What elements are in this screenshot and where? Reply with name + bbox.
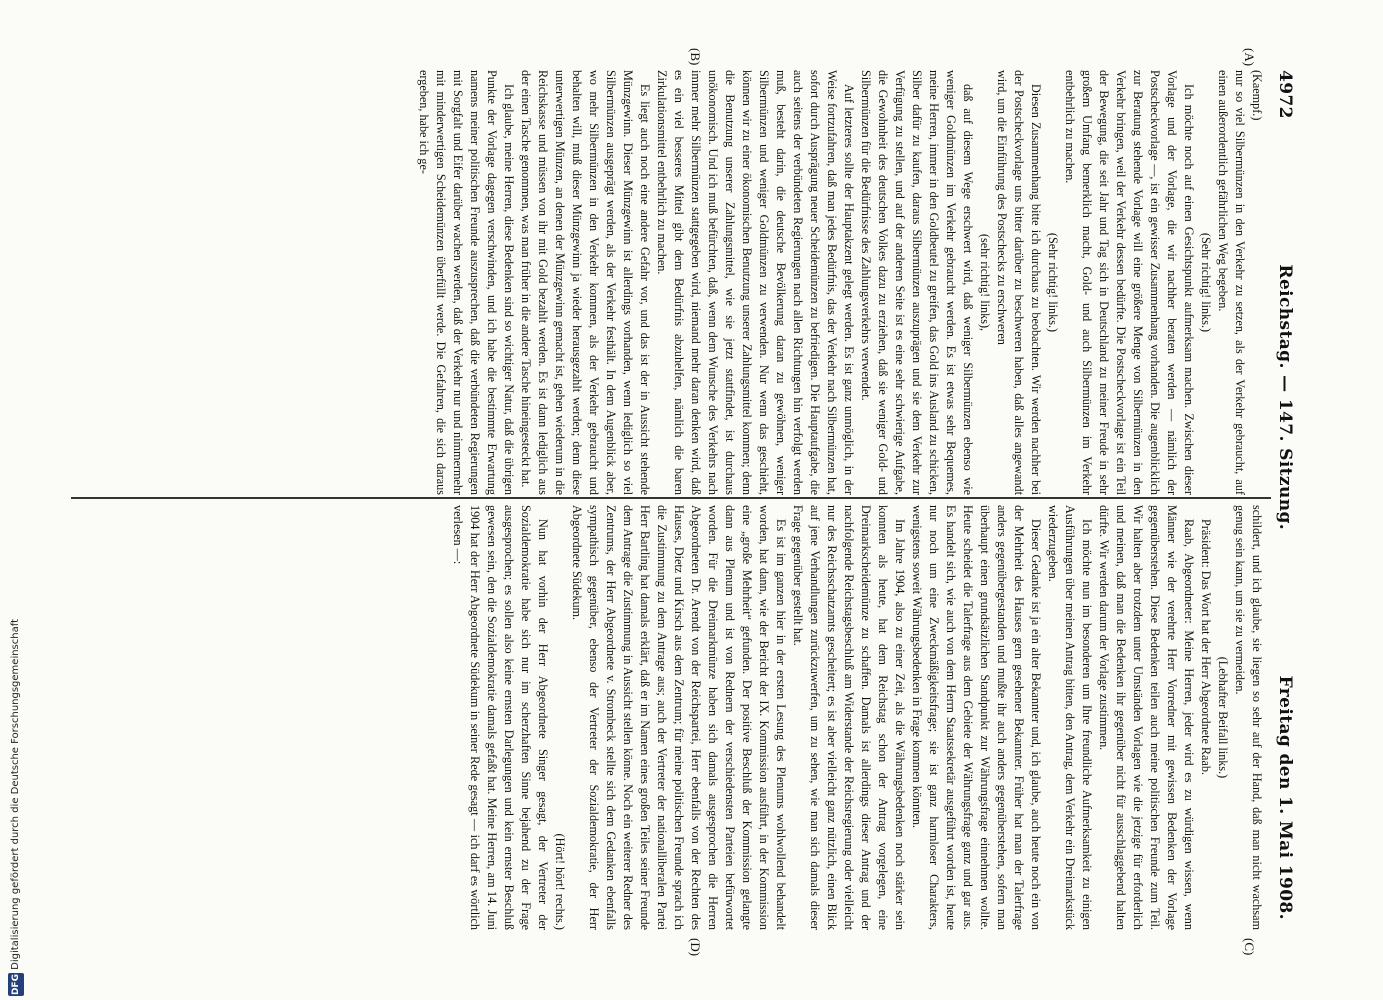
- right-column-paragraph: Raab, Abgeordneter: Meine Herren, jeder wird es zu würdigen wissen, wenn Männer wie der verehrte Herr Vorredner mit gewissen Bedenken der Vorlage gegenüberstehen. Diese Bedenken teilen auch meine politischen Freunde zum Teil. Wir halten aber trotzdem unter Umständen Vorlagen wie die jetzige für erforderlich und meinen, daß man die Bedenken ihr gegenüber nicht für ausschlaggebend halten dürfte. Wir werden darum der Vorlage zustimmen.: [1097, 505, 1196, 930]
- left-column-paragraph: Es liegt auch noch eine andere Gefahr vor, und das ist der in Aussicht stehende Münzgewinn. Dieser Münzgewinn ist allerdings vorhanden, wenn lediglich so viel Silbermünzen ausgeprägt werden, als der Verkehr festhält. In dem Augenblick aber, wo mehr Silbermünzen in den Verkehr kommen, als der Verkehr gebraucht und behalten will, muß dieser Münzgewinn ja wieder herausgezahlt werden; denn diese unterwertigen Münzen, an denen der Münzgewinn gemacht ist, gehen wiederum in die Reichskasse und müssen von ihr mit Gold bezahlt werden. Es ist dann lediglich aus der einen Tasche genommen, was man früher in die andere Tasche hineingesteckt hat.: [519, 70, 652, 495]
- left-column-paragraph: Ich glaube, meine Herren, diese Bedenken sind so wichtiger Natur, daß die übrigen Punkte der Vorlage dagegen verschwinden, und ich habe die bestimmte Erwartung namens meiner politischen Freunde auszusprechen, daß die verbündeten Regierungen mit Sorgfalt und Eifer darüber wachen werden, daß der Verkehr nur und nimmermehr mit minderwertigen Scheidemünzen überfüllt werde. Die Gefahren, die sich daraus ergeben, habe ich ge-: [417, 70, 516, 495]
- session-date: Freitag den 1. Mai 1908.: [1275, 675, 1295, 920]
- right-column-paragraph: Dieser Gedanke ist ja ein alter Bekannter und, ich glaube, auch heute noch ein von der Mehrheit des Hauses gern gesehener Bekannter. Früher hat man der Talerfrage anders gegenübergestanden und mußte ihr auch anders gegenüberstehen, sofern man überhaupt einen grundsätzlichen Standpunkt zur Währungsfrage einnehmen wollte. Heute scheidet die Talerfrage aus dem Gebiete der Währungsfrage ganz und gar aus. Es handelt sich, wie auch von dem Herrn Staatssekretär ausgeführt worden ist, heute nur noch um eine Zweckmäßigkeitsfrage; sie ist ganz harmloser Charakters, wenigstens soweit Währungsbedenken in Frage kommen könnten.: [910, 505, 1043, 930]
- right-column-paragraph: (Lebhafter Beifall links.): [1216, 656, 1230, 779]
- left-column-paragraph: (Sehr richtig! links.): [1046, 232, 1060, 333]
- left-column-paragraph: daß auf diesem Wege erschwert wird, daß weniger Silbermünzen ebenso wie weniger Goldmünzen im Verkehr gebraucht werden. Es ist etwas sehr Bequemes, meine Herren, immer in den Goldbeutel zu greifen, das Gold ins Ausland zu schicken, Silber dafür zu kaufen, daraus Silbermünzen auszuprägen und sie dem Verkehr zur Verfügung zu stellen, und auf der anderen Seite ist es eine sehr schwierige Aufgabe, die Gewohnheit des deutschen Volkes dazu zu erziehen, daß sie weniger Gold- und Silbermünzen für die Bedürfnisse des Zahlungsverkehrs verwendet.: [859, 70, 975, 495]
- footer-text: Digitalisierung gefördert durch die Deutsche Forschungsgemeinschaft: [10, 618, 21, 970]
- right-column-paragraph: schildert, und ich glaube, sie liegen so sehr auf der Hand, daß man nicht wachsam genug sein kann, um sie zu vermeiden.: [1233, 505, 1264, 930]
- left-column-paragraph: (Sehr richtig! links.): [1199, 232, 1213, 333]
- footer-credit: [4, 619, 36, 996]
- margin-marker-b: (B): [688, 48, 703, 66]
- column-divider: [71, 497, 1271, 499]
- right-column-paragraph: Nun hat vorhin der Herr Abgeordnete Singer gesagt, der Vertreter der Sozialdemokratie habe sich nur im scherzhaften Sinne bejahend zu der Frage ausgesprochen; es sollen also keine ernsten Darlegungen und kein ernster Beschluß gewesen sein, den die Sozialdemokratie damals gefaßt hat. Meine Herren, am 14. Juni 1904 hat der Herr Abgeordnete Südekum in seiner Rede gesagt — ich darf es wörtlich verlesen —:: [451, 505, 550, 930]
- left-column-paragraph: Diesen Zusammenhang bitte ich durchaus zu beobachten. Wir werden nachher bei der Postscheckvorlage uns bitter darüber zu beschweren haben, daß alles angewandt wird, um die Einführung des Postschecks zu erschweren: [995, 70, 1043, 495]
- right-text-column: [449, 505, 1265, 930]
- page-number: 4972: [1275, 70, 1295, 119]
- left-column-paragraph: (Kaempf.): [1250, 70, 1264, 121]
- dfg-logo: DFG: [8, 973, 24, 996]
- right-column-paragraph: Ich möchte nun im besonderen um Ihre freundliche Aufmerksamkeit zu einigen Ausführungen über meinen Antrag bitten, den Antrag, dem Verkehr ein Dreimarkstück wiederzugeben.: [1046, 505, 1094, 930]
- left-column-paragraph: (sehr richtig! links),: [978, 233, 992, 332]
- margin-marker-c: (C): [1242, 938, 1257, 956]
- left-column-paragraph: Ich möchte noch auf einen Gesichtspunkt aufmerksam machen. Zwischen dieser Vorlage und der Vorlage, die wir nachher beraten werden — nämlich der Postscheckvorlage —, ist ein gewisser Zusammenhang vorhanden. Die augenblicklich zur Beratung stehende Vorlage will eine größere Menge von Silbermünzen in den Verkehr bringen, weil der Verkehr dessen bedürfte. Die Postscheckvorlage ist ein Teil der Bewegung, die seit Jahr und Tag sich in Deutschland zu meiner Freude in sehr großem Umfang bemerklich macht, Gold- und auch Silbermünzen im Verkehr entbehrlich zu machen.: [1063, 70, 1196, 495]
- page-header: [1275, 70, 1313, 920]
- left-column-paragraph: Auf letzteres sollte der Hauptakzent gelegt werden. Es ist ganz unmöglich, in der Weise fortzufahren, daß man jedes Bedürfnis, das der Verkehr nach Silbermünzen hat, sofort durch Ausprägung neuer Scheidemünzen zu befriedigen. Die Hauptaufgabe, die auch seitens der verbündeten Regierungen nach allen Richtungen hin verfolgt werden muß, besteht darin, die deutsche Bevölkerung daran zu gewöhnen, weniger Silbermünzen und weniger Goldmünzen zu verwenden. Nur wenn das geschieht, können wir zu einer ökonomischen Benutzung unserer Zahlungsmittel kommen; denn die Benutzung unserer Zahlungsmittel, wie sie jetzt stattfindet, ist durchaus unökonomisch. Und ich muß befürchten, daß, wenn dem Wunsche des Verkehrs nach immer mehr Silbermünzen stattgegeben wird, niemand mehr daran denken wird, daß es ein viel besseres Mittel gibt dem Bedürfnis abzuhelfen, nämlich die baren Zirkulationsmittel entbehrlich zu machen.: [655, 70, 856, 495]
- margin-marker-a: (A): [1242, 48, 1257, 67]
- right-column-paragraph: Präsident: Das Wort hat der Herr Abgeordnete Raab.: [1199, 519, 1213, 776]
- right-column-paragraph: (Hört! hört! rechts.): [553, 833, 567, 930]
- left-text-column: [415, 70, 1265, 495]
- margin-marker-d: (D): [688, 938, 703, 957]
- running-title: Reichstag. — 147. Sitzung.: [1275, 264, 1295, 531]
- right-column-paragraph: Im Jahre 1904, also zu einer Zeit, als die Währungsbedenken noch stärker sein konnten als heute, hat dem Reichstag schon der Antrag vorgelegen, eine Dreimarkscheidemünze zu schaffen. Damals ist allerdings dieser Antrag und der nachfolgende Reichstagsbeschluß am Widerstande der Reichsregierung oder vielleicht nur des Reichsschatzamts gescheitert; es ist aber vielleicht ganz nützlich, einen Blick auf jene Verhandlungen zurückzuwerfen, um zu sehen, wie man sich damals dieser Frage gegenüber gestellt hat.: [791, 505, 907, 930]
- left-column-paragraph: nur so viel Silbermünzen in den Verkehr zu setzen, als der Verkehr gebraucht, auf einen außerordentlich gefährlichen Weg begeben.: [1216, 70, 1247, 495]
- right-column-paragraph: Es ist im ganzen hier in der ersten Lesung des Plenums wohlwollend behandelt worden, hat dann, wie der Bericht der IX. Kommission ausführt, in der Kommission eine „große Mehrheit“ gefunden. Der positive Beschluß der Kommission gelangte dann aus Plenum und ist von Rednern der verschiedensten Parteien befürwortet worden. Für die Dreimarkmünze haben sich damals ausgesprochen die Herren Abgeordneten Dr. Arendt von der Reichspartei, Herr ebenfalls von der Rechten des Hauses, Dietz und Kirsch aus dem Zentrum; für meine politischen Freunde sprach ich die Zustimmung zu dem Antrage aus; auch der Vertreter der nationalliberalen Partei Herr Bartling hat damals erklärt, daß er im Namen eines großen Teiles seiner Freunde dem Antrage die Zustimmung in Aussicht stellen könne. Noch ein weiterer Redner des Zentrums, der Herr Abgeordnete v. Strombeck stellte sich dem Gedanken ebenfalls sympathisch gegenüber, ebenso der Vertreter der Sozialdemokratie, der Herr Abgeordnete Südekum.: [570, 505, 788, 930]
